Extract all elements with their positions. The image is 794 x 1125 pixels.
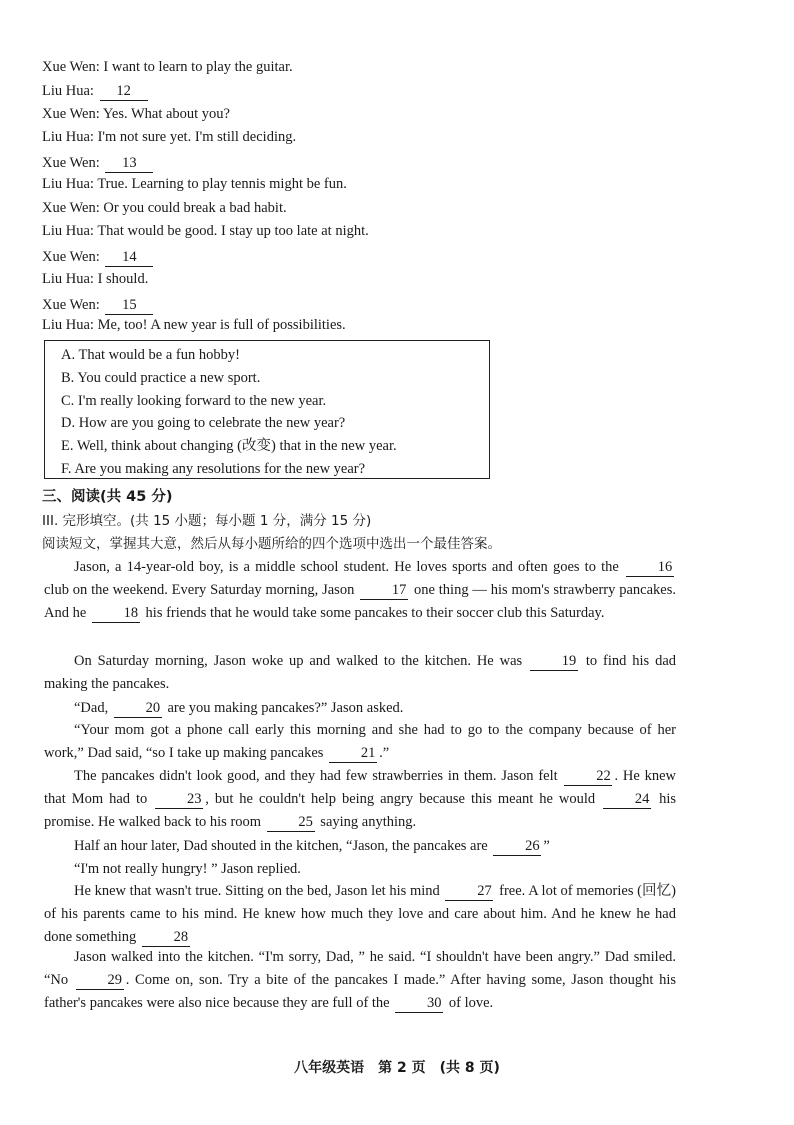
passage-paragraph (44, 858, 676, 881)
dialogue-line: Xue Wen: 14 (42, 246, 682, 268)
passage-paragraph (44, 719, 676, 765)
cloze-blank: 20 (114, 700, 162, 718)
speaker-name: Xue Wen (42, 59, 96, 75)
dialogue-line: Liu Hua: Me, too! A new year is full of possibilities. (42, 317, 346, 333)
cloze-blank: 19 (530, 653, 578, 671)
cloze-blank: 28 (142, 929, 190, 947)
dialogue-text: Me, too! A new year is full of possibilities. (97, 317, 346, 333)
passage-text: On Saturday morning, Jason woke up and walked to the kitchen. He was (74, 653, 529, 669)
dialogue-line: Xue Wen: 15 (42, 294, 682, 316)
passage-paragraph (44, 556, 676, 625)
section-instruction: 阅读短文，掌握其大意，然后从每小题所给的四个选项中选出一个最佳答案。 (42, 536, 501, 552)
passage-paragraph (44, 835, 676, 858)
dialogue-line: Liu Hua: I should. (42, 271, 149, 287)
passage-text: saying anything. (316, 814, 417, 830)
section-title: 三、阅读(共 45 分) (42, 489, 173, 505)
passage-text: to find his dad making the pancakes. (44, 653, 677, 692)
dialogue-line: Liu Hua: I'm not sure yet. I'm still deciding. (42, 129, 297, 145)
options-box (44, 340, 490, 479)
dialogue-line: Xue Wen: Or you could break a bad habit. (42, 200, 287, 216)
passage-text: one thing — his mom's strawberry pancakes. And he (44, 582, 676, 621)
passage-text: . He knew that Mom had to (44, 768, 676, 807)
passage-text: ” (543, 838, 550, 854)
dialogue-text: Or you could break a bad habit. (103, 200, 287, 216)
speaker-name: Xue Wen (42, 200, 96, 216)
dialogue-text: I want to learn to play the guitar. (103, 59, 293, 75)
option-f: F. Are you making any resolutions for the new year? (61, 460, 366, 477)
speaker-name: Xue Wen (42, 249, 96, 265)
speaker-name: Xue Wen (42, 106, 96, 122)
section-subtitle: III. 完形填空。(共 15 小题；每小题 1 分，满分 15 分) (42, 513, 372, 529)
dialogue-text: That would be good. I stay up too late at night. (97, 223, 369, 239)
passage-paragraph (44, 946, 676, 1015)
cloze-blank: 25 (267, 814, 315, 832)
speaker-name: Xue Wen (42, 155, 96, 171)
dialogue-text: True. Learning to play tennis might be fun. (97, 176, 347, 192)
cloze-blank: 26 (493, 838, 541, 856)
cloze-blank: 21 (329, 745, 377, 763)
answer-blank: 14 (105, 249, 153, 267)
passage-text: Jason walked into the kitchen. “I'm sorry, Dad, ” he said. “I shouldn't have been angry.” Dad smiled. “No (44, 949, 676, 988)
dialogue-line: Liu Hua: True. Learning to play tennis might be fun. (42, 176, 347, 192)
passage-text: “I'm not really hungry! ” Jason replied. (74, 861, 301, 877)
dialogue-text: Yes. What about you? (102, 106, 230, 122)
passage-text: “Dad, (74, 700, 112, 716)
passage-text: free. A lot of memories (回忆) of his parents came to his mind. He knew how much they love and care about him. And he knew he had done something (44, 883, 676, 945)
passage-text: He knew that wasn't true. Sitting on the bed, Jason let his mind (74, 883, 444, 899)
passage-text: are you making pancakes?” Jason asked. (163, 700, 404, 716)
passage-text: . Come on, son. Try a bite of the pancakes I made.” After having some, Jason thought his father's pancakes were also nice because they are full of the (44, 972, 676, 1011)
dialogue-line: Xue Wen: 13 (42, 152, 682, 174)
dialogue-line: Liu Hua: 12 (42, 80, 682, 102)
option-a: A. That would be a fun hobby! (61, 347, 240, 363)
passage-text: .” (379, 745, 390, 761)
cloze-blank: 24 (603, 791, 651, 809)
answer-blank: 12 (100, 83, 148, 101)
speaker-name: Liu Hua (42, 223, 90, 239)
passage-paragraph (44, 880, 676, 949)
speaker-name: Liu Hua (42, 317, 90, 333)
speaker-name: Liu Hua (42, 271, 90, 287)
passage-paragraph (44, 765, 676, 834)
cloze-blank: 29 (76, 972, 124, 990)
passage-text: his friends that he would take some pancakes to their soccer club this Saturday. (141, 605, 605, 621)
option-c: C. I'm really looking forward to the new year. (61, 392, 327, 409)
cloze-blank: 22 (564, 768, 612, 786)
passage-text: , but he couldn't help being angry because this meant he would (205, 791, 602, 807)
cloze-blank: 30 (395, 995, 443, 1013)
passage-text: Jason, a 14-year-old boy, is a middle school student. He loves sports and often goes to the (74, 559, 624, 575)
option-e: E. Well, think about changing (改变) that in the new year. (61, 438, 397, 455)
cloze-blank: 16 (626, 559, 674, 577)
speaker-name: Liu Hua (42, 129, 90, 145)
passage-text: of love. (445, 995, 494, 1011)
option-b: B. You could practice a new sport. (61, 369, 261, 386)
passage-text: Half an hour later, Dad shouted in the kitchen, “Jason, the pancakes are (74, 838, 492, 854)
speaker-name: Liu Hua (42, 83, 90, 99)
cloze-blank: 27 (445, 883, 493, 901)
dialogue-text: I should. (97, 271, 149, 287)
passage-text: his promise. He walked back to his room (44, 791, 677, 830)
page-footer: 八年级英语 第 2 页 (共 8 页) (294, 1060, 500, 1076)
speaker-name: Xue Wen (42, 297, 96, 313)
option-d: D. How are you going to celebrate the new year? (61, 415, 346, 432)
passage-paragraph (44, 650, 676, 696)
cloze-blank: 17 (360, 582, 408, 600)
speaker-name: Liu Hua (42, 176, 90, 192)
dialogue-line: Xue Wen: I want to learn to play the guitar. (42, 59, 293, 75)
answer-blank: 15 (105, 297, 153, 315)
cloze-blank: 18 (92, 605, 140, 623)
passage-paragraph (44, 697, 676, 720)
passage-text: The pancakes didn't look good, and they had few strawberries in them. Jason felt (74, 768, 563, 784)
passage-text: “Your mom got a phone call early this morning and she had to go to the company because of her work,” Dad said, “so I take up making pancakes (44, 722, 676, 761)
passage-text: club on the weekend. Every Saturday morning, Jason (44, 582, 359, 598)
dialogue-text: I'm not sure yet. I'm still deciding. (97, 129, 297, 145)
dialogue-line: Xue Wen: Yes. What about you? (42, 106, 230, 122)
cloze-blank: 23 (155, 791, 203, 809)
dialogue-line: Liu Hua: That would be good. I stay up too late at night. (42, 223, 369, 239)
answer-blank: 13 (105, 155, 153, 173)
